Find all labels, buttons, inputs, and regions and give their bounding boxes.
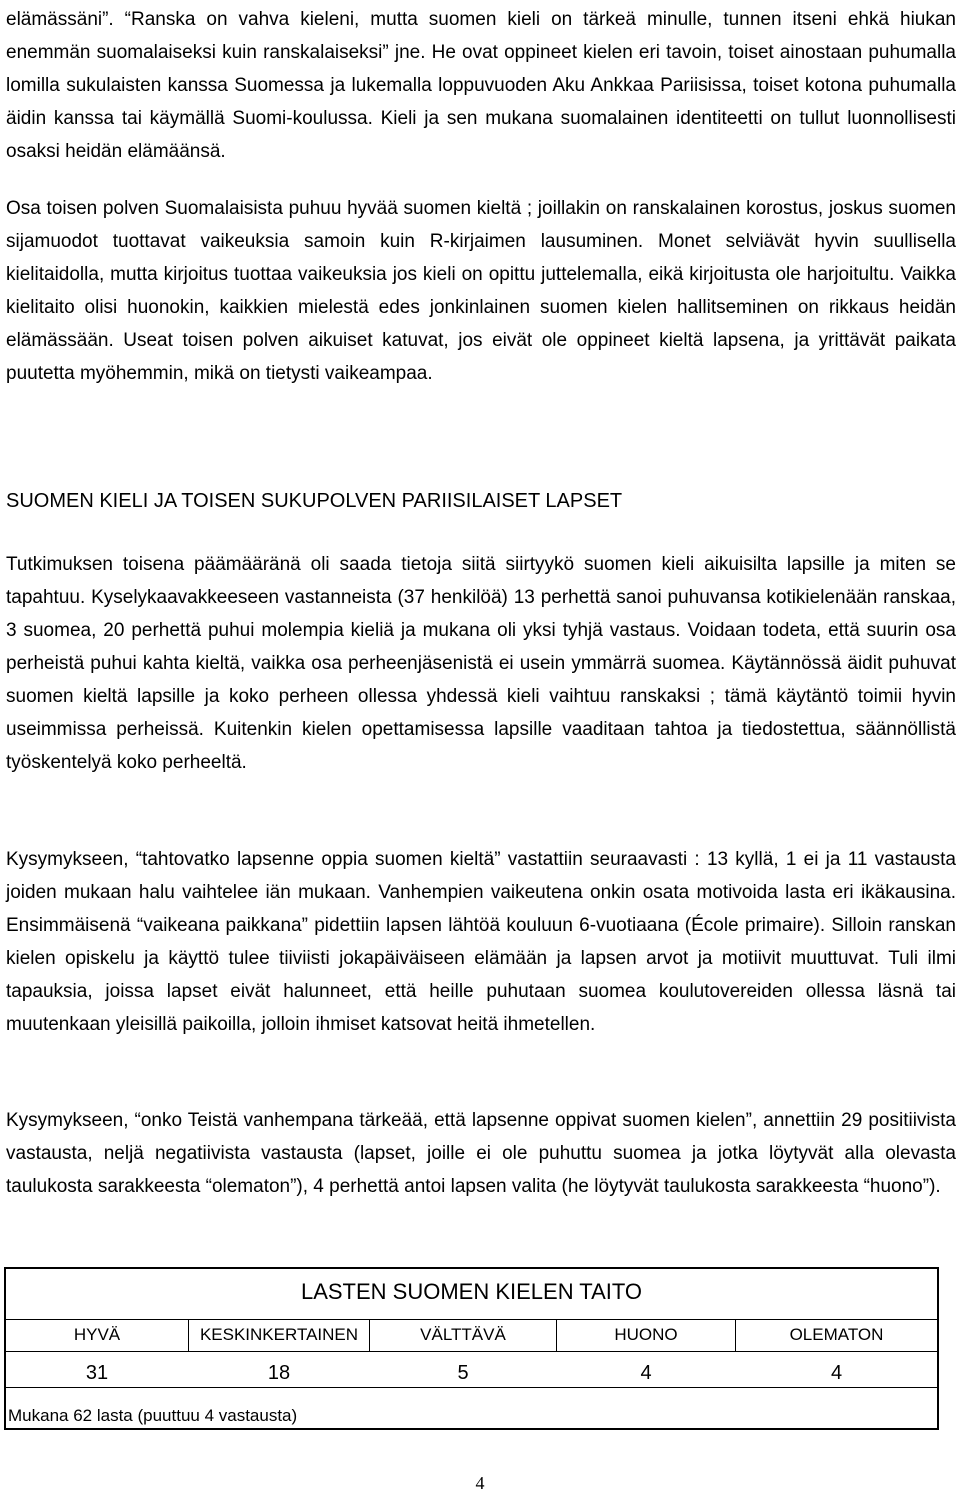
table-column-header: HUONO: [614, 1325, 678, 1344]
table-cell-value: 31: [85, 1362, 109, 1384]
page-number: 4: [475, 1473, 485, 1493]
language-skill-table: [4, 1267, 939, 1430]
paragraph-second-generation: Osa toisen polven Suomalaisista puhuu hyvää suomen kieltä ; joillakin on ranskalainen korostus, joskus suomen sijamuodot tuottavat vaikeuksia samoin kuin R-kirjaimen lausuminen. Monet selviävät hyvin suullisella kielitaidolla, mutta kirjoitus tuottaa vaikeuksia jos kieli on opittu juttelemalla, eikä kirjoitusta ole harjoitultu. Vaikka kielitaito olisi huonokin, kaikkien mielestä edes jonkinlainen suomen kielen hallitseminen on rikkaus heidän elämässään. Useat toisen polven aikuiset katuvat, jos eivät ole oppineet kieltä lapsena, ja yrittävät paikata puutetta myöhemmin, mikä on tietysti vaikeampaa.: [6, 198, 956, 384]
paragraph-question-willingness: Kysymykseen, “tahtovatko lapsenne oppia suomen kieltä” vastattiin seuraavasti : 13 kyllä, 1 ei ja 11 vastausta joiden mukaan halu vaihtelee iän mukaan. Vanhempien vaikeutena onkin osata motivoida lasta eri ikäkausina. Ensimmäisenä “vaikeana paikkana” pidettiin lapsen lähtöä kouluun 6-vuotiaana (École primaire). Silloin ranskan kielen opiskelu ja käyttö tulee tiiviisti jokapäiväiseen elämään ja lapsen arvot ja motiivit muuttuvat. Tuli ilmi tapauksia, joissa lapset eivät halunneet, että heille puhutaan suomea koulutovereiden ollessa läsnä tai muutenkaan yleisillä paikoilla, jolloin ihmiset katsovat heitä ihmetellen.: [6, 849, 956, 1035]
table-column: [736, 1319, 937, 1387]
table-column-header: KESKINKERTAINEN: [199, 1325, 359, 1344]
section-heading: SUOMEN KIELI JA TOISEN SUKUPOLVEN PARIISILAISET LAPSET: [6, 490, 623, 512]
table-column: [189, 1319, 369, 1387]
table-column: [6, 1319, 188, 1387]
table-values-bottom-line: [6, 1387, 937, 1388]
paragraph-question-importance: Kysymykseen, “onko Teistä vanhempana tärkeää, että lapsenne oppivat suomen kielen”, annettiin 29 positiivista vastausta, neljä negatiivista vastausta (lapset, joille ei ole puhuttu suomea ja jotka löytyvät alla olevasta taulukosta sarakkeesta “olematon”), 4 perhettä antoi lapsen valita (he löytyvät taulukosta sarakkeesta “huono”).: [6, 1110, 956, 1197]
table-cell-value: 18: [267, 1362, 291, 1384]
table-cell-value: 5: [457, 1362, 469, 1384]
table-column: [557, 1319, 735, 1387]
table-column-header: OLEMATON: [789, 1325, 884, 1344]
paragraph-intro: elämässäni”. “Ranska on vahva kieleni, mutta suomen kieli on tärkeä minulle, tunnen itseni ehkä hiukan enemmän suomalaiseksi kuin ranskalaiseksi” jne. He ovat oppineet kielen eri tavoin, toiset ainostaan puhumalla lomilla sukulaisten kanssa Suomessa ja lukemalla loppuvuoden Aku Ankkaa Pariisissa, toiset kotona puhumalla äidin kanssa tai käymällä Suomi-koulussa. Kieli ja sen mukana suomalainen identiteetti on tullut luonnollisesti osaksi heidän elämäänsä.: [6, 9, 956, 162]
table-column-header: HYVÄ: [73, 1325, 121, 1344]
table-cell-value: 4: [640, 1362, 652, 1384]
table-footnote: Mukana 62 lasta (puuttuu 4 vastausta): [8, 1406, 298, 1425]
table-cell-value: 4: [830, 1362, 843, 1384]
paragraph-research-goal: Tutkimuksen toisena päämääränä oli saada tietoja siitä siirtyykö suomen kieli aikuisilta lapsille ja miten se tapahtuu. Kyselykaavakkeeseen vastanneista (37 henkilöä) 13 perhettä sanoi puhuvansa kotikielenään ranskaa, 3 suomea, 20 perhettä puhui molempia kieliä ja mukana oli yksi tyhjä vastaus. Voidaan todeta, että suurin osa perheistä puhui kahta kieltä, vaikka osa perheenjäsenistä ei usein ymmärrä suomea. Käytännössä äidit puhuvat suomen kieltä lapsille ja koko perheen ollessa yhdessä kieli vaihtuu ranskaksi ; tämä käytäntö toimii hyvin useimmissa perheissä. Kuitenkin kielen opettamisessa lapsille vaaditaan tahtoa ja tiedostettua, säännöllistä työskentelyä koko perheeltä.: [6, 554, 956, 773]
table-title: LASTEN SUOMEN KIELEN TAITO: [300, 1279, 643, 1304]
table-column-header: VÄLTTÄVÄ: [420, 1325, 506, 1344]
table-column: [370, 1319, 556, 1387]
table-columns: [6, 1319, 937, 1387]
